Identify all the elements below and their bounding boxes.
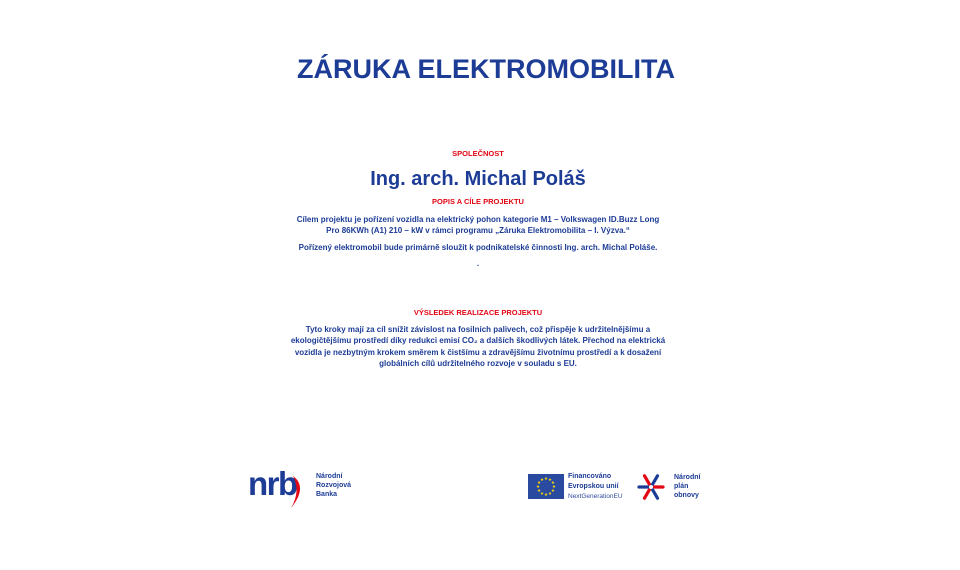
paragraph-line: vozidla je nezbytným krokem směrem k čistšímu a zdravějšímu životnímu prostředí a k dosažení	[294, 347, 662, 357]
paragraph-line: ekologičtějšímu prostředí díky redukci emisí CO₂ a dalších škodlivých látek. Přechod na elektrická	[290, 336, 666, 346]
npo-name	[674, 473, 700, 500]
npo-name-line: Národní	[674, 474, 701, 481]
nrb-name	[316, 472, 351, 499]
nrb-logo	[248, 465, 312, 511]
company-label: SPOLEČNOST	[452, 149, 504, 158]
paragraph-line: Pro 86KWh (A1) 210 – kW v rámci programu „Záruka Elektromobilita – I. Výzva.“	[326, 226, 630, 235]
paragraph-line: Tyto kroky mají za cíl snížit závislost na fosilních palivech, což přispěje k udržitelnějšímu a	[305, 325, 651, 334]
nrb-name-line: Národní	[316, 473, 343, 480]
eu-funding-text	[568, 472, 623, 502]
trailing-dot: .	[476, 259, 480, 268]
npo-name-line: plán	[674, 483, 689, 490]
nrb-name-line: Rozvojová	[316, 482, 352, 489]
project-result-paragraph	[0, 324, 956, 369]
project-result-label: VÝSLEDEK REALIZACE PROJEKTU	[413, 308, 543, 317]
nrb-name-line: Banka	[316, 491, 338, 498]
eu-funding-line: Evropskou unií	[568, 483, 619, 490]
paragraph-line: Cílem projektu je pořízení vozidla na elektrický pohon kategorie M1 – Volkswagen ID.Buzz Long	[296, 215, 660, 224]
company-name: Ing. arch. Michal Poláš	[370, 168, 586, 190]
eu-funding-line: Financováno	[568, 473, 612, 480]
npo-logo-icon	[636, 472, 666, 502]
eu-funding-line: NextGenerationEU	[568, 493, 623, 500]
npo-name-line: obnovy	[674, 492, 699, 499]
eu-flag-icon	[528, 474, 564, 499]
project-description-label: POPIS A CÍLE PROJEKTU	[432, 197, 524, 206]
nrb-swoosh-icon	[248, 465, 312, 511]
project-description-paragraph	[0, 214, 956, 236]
nrb-logo-text: nrb	[248, 465, 297, 502]
project-usage-paragraph: Pořízený elektromobil bude primárně sloužit k podnikatelské činnosti Ing. arch. Michal Poláše.	[298, 243, 658, 252]
page-title: ZÁRUKA ELEKTROMOBILITA	[297, 54, 675, 84]
paragraph-line: globálních cílů udržitelného rozvoje v souladu s EU.	[379, 358, 577, 368]
